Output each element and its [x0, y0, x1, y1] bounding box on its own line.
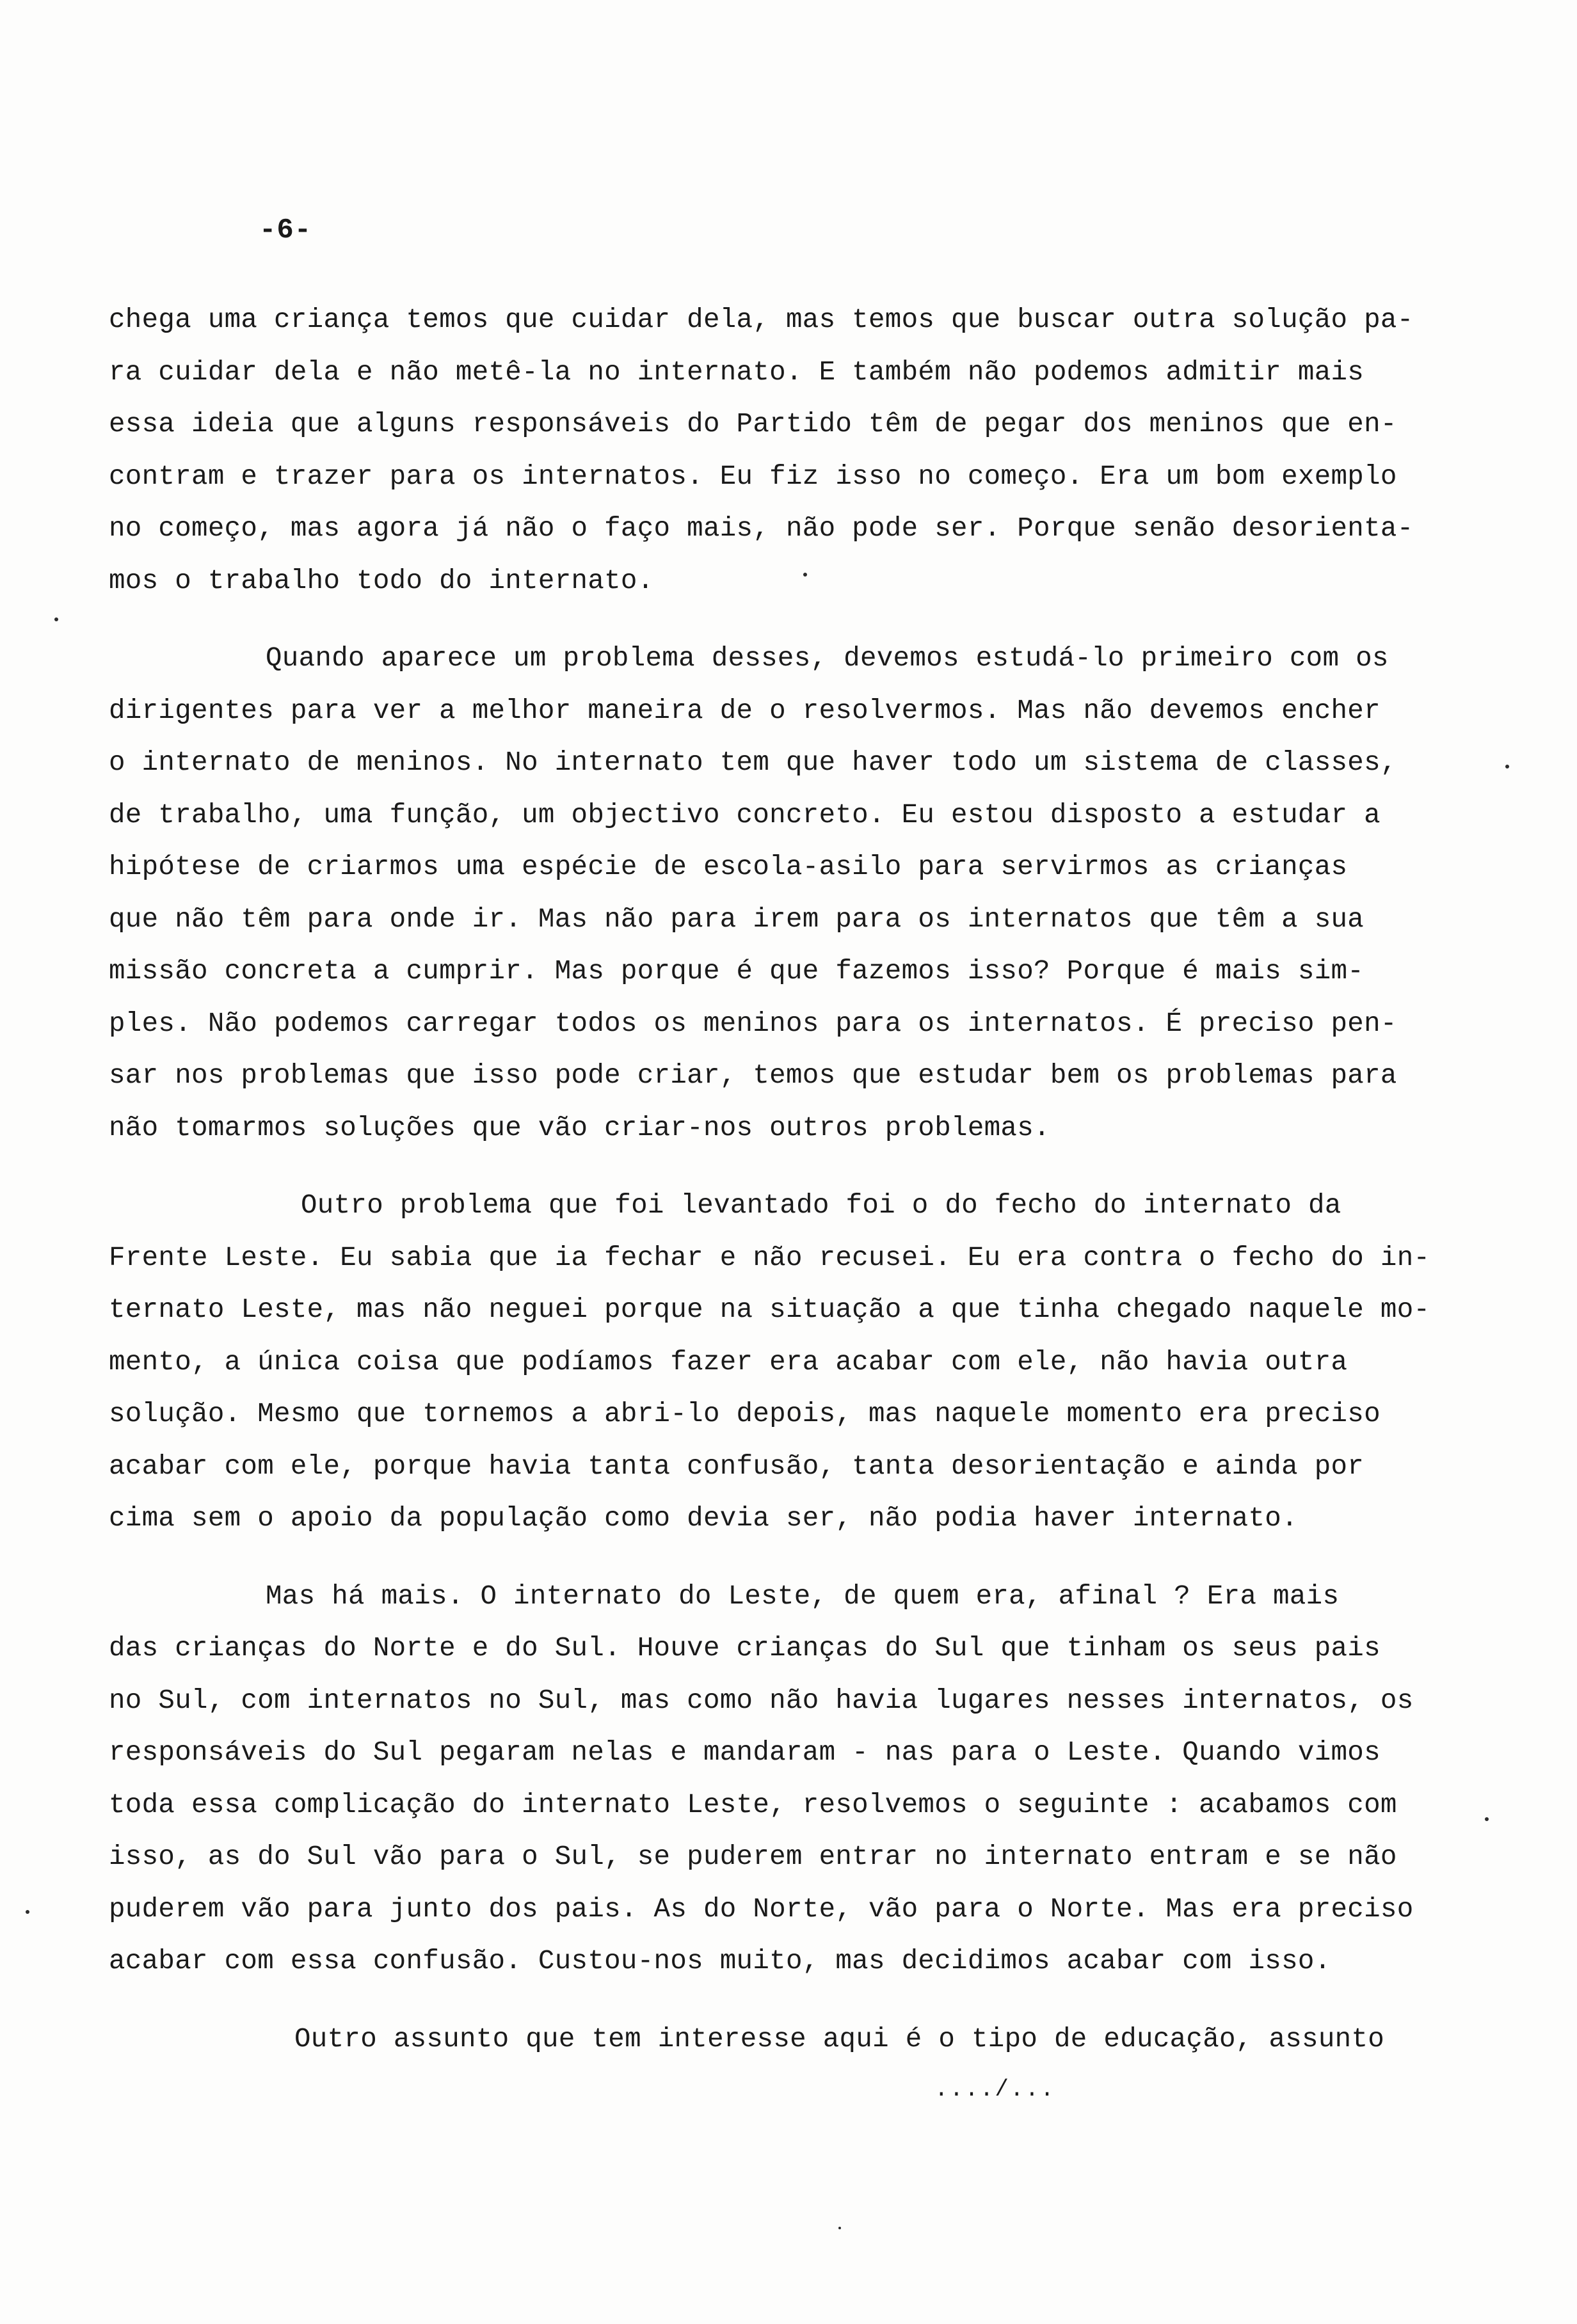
text-line: isso, as do Sul vão para o Sul, se puderem entrar no internato entram e se não: [109, 1842, 1397, 1872]
text-line: hipótese de criarmos uma espécie de escola-asilo para servirmos as crianças: [109, 852, 1348, 882]
text-line: mento, a única coisa que podíamos fazer era acabar com ele, não havia outra: [109, 1346, 1348, 1378]
text-line: Frente Leste. Eu sabia que ia fechar e não recusei. Eu era contra o fecho do in-: [109, 1242, 1430, 1273]
body-text: [109, 294, 1430, 2065]
text-line: no começo, mas agora já não o faço mais, não pode ser. Porque senão desorienta-: [109, 513, 1414, 544]
text-line: solução. Mesmo que tornemos a abri-lo depois, mas naquele momento era preciso: [109, 1399, 1381, 1429]
text-line: das crianças do Norte e do Sul. Houve crianças do Sul que tinham os seus pais: [109, 1633, 1381, 1664]
text-line: ra cuidar dela e não metê-la no internato. E também não podemos admitir mais: [109, 356, 1365, 388]
text-line: que não têm para onde ir. Mas não para irem para os internatos que têm a sua: [109, 903, 1365, 935]
text-line: Quando aparece um problema desses, devemos estudá-lo primeiro com os: [266, 643, 1389, 674]
text-line: ples. Não podemos carregar todos os meninos para os internatos. É preciso pen-: [109, 1008, 1397, 1039]
text-line: Mas há mais. O internato do Leste, de quem era, afinal ? Era mais: [266, 1580, 1340, 1612]
scan-speck: [803, 573, 807, 577]
paragraph-3: [109, 1180, 1430, 1545]
text-line: puderem vão para junto dos pais. As do Norte, vão para o Norte. Mas era preciso: [109, 1893, 1414, 1925]
text-line: sar nos problemas que isso pode criar, temos que estudar bem os problemas para: [109, 1060, 1397, 1091]
text-line: cima sem o apoio da população como devia ser, não podia haver internato.: [109, 1503, 1298, 1534]
text-line: Outro problema que foi levantado foi o do fecho do internato da: [301, 1190, 1341, 1221]
scan-speck: [26, 1910, 29, 1914]
text-line: dirigentes para ver a melhor maneira de o resolvermos. Mas não devemos encher: [109, 695, 1381, 726]
paragraph-2: [109, 633, 1421, 1154]
scan-speck: [54, 617, 58, 621]
text-line: o internato de meninos. No internato tem que haver todo um sistema de classes,: [109, 747, 1397, 778]
text-line: responsáveis do Sul pegaram nelas e mandaram - nas para o Leste. Quando vimos: [109, 1737, 1381, 1768]
text-line: chega uma criança temos que cuidar dela, mas temos que buscar outra solução pa-: [109, 305, 1414, 335]
paragraph-4: [109, 1571, 1421, 1988]
scan-speck: [1505, 765, 1509, 768]
text-line: essa ideia que alguns responsáveis do Partido têm de pegar dos meninos que en-: [109, 409, 1397, 440]
text-line: acabar com essa confusão. Custou-nos muito, mas decidimos acabar com isso.: [109, 1946, 1331, 1977]
text-line: no Sul, com internatos no Sul, mas como não havia lugares nesses internatos, os: [109, 1685, 1414, 1716]
text-line: mos o trabalho todo do internato.: [109, 565, 654, 596]
page-continuation-mark: ..../...: [934, 2076, 1055, 2103]
text-line: toda essa complicação do internato Leste, resolvemos o seguinte : acabamos com: [109, 1789, 1397, 1820]
paragraph-5: [109, 2014, 1421, 2066]
text-line: acabar com ele, porque havia tanta confusão, tanta desorientação e ainda por: [109, 1451, 1365, 1482]
text-line: ternato Leste, mas não neguei porque na situação a que tinha chegado naquele mo-: [109, 1294, 1430, 1325]
text-line: Outro assunto que tem interesse aqui é o tipo de educação, assunto: [294, 2023, 1385, 2055]
text-line: não tomarmos soluções que vão criar-nos outros problemas.: [109, 1112, 1050, 1143]
paragraph-1: [109, 294, 1421, 607]
text-line: de trabalho, uma função, um objectivo concreto. Eu estou disposto a estudar a: [109, 799, 1381, 831]
scan-speck: [1485, 1817, 1489, 1821]
text-line: missão concreta a cumprir. Mas porque é que fazemos isso? Porque é mais sim-: [109, 956, 1365, 987]
page-number: -6-: [259, 214, 312, 246]
text-line: contram e trazer para os internatos. Eu fiz isso no começo. Era um bom exemplo: [109, 461, 1397, 492]
scan-speck: [838, 2227, 841, 2229]
